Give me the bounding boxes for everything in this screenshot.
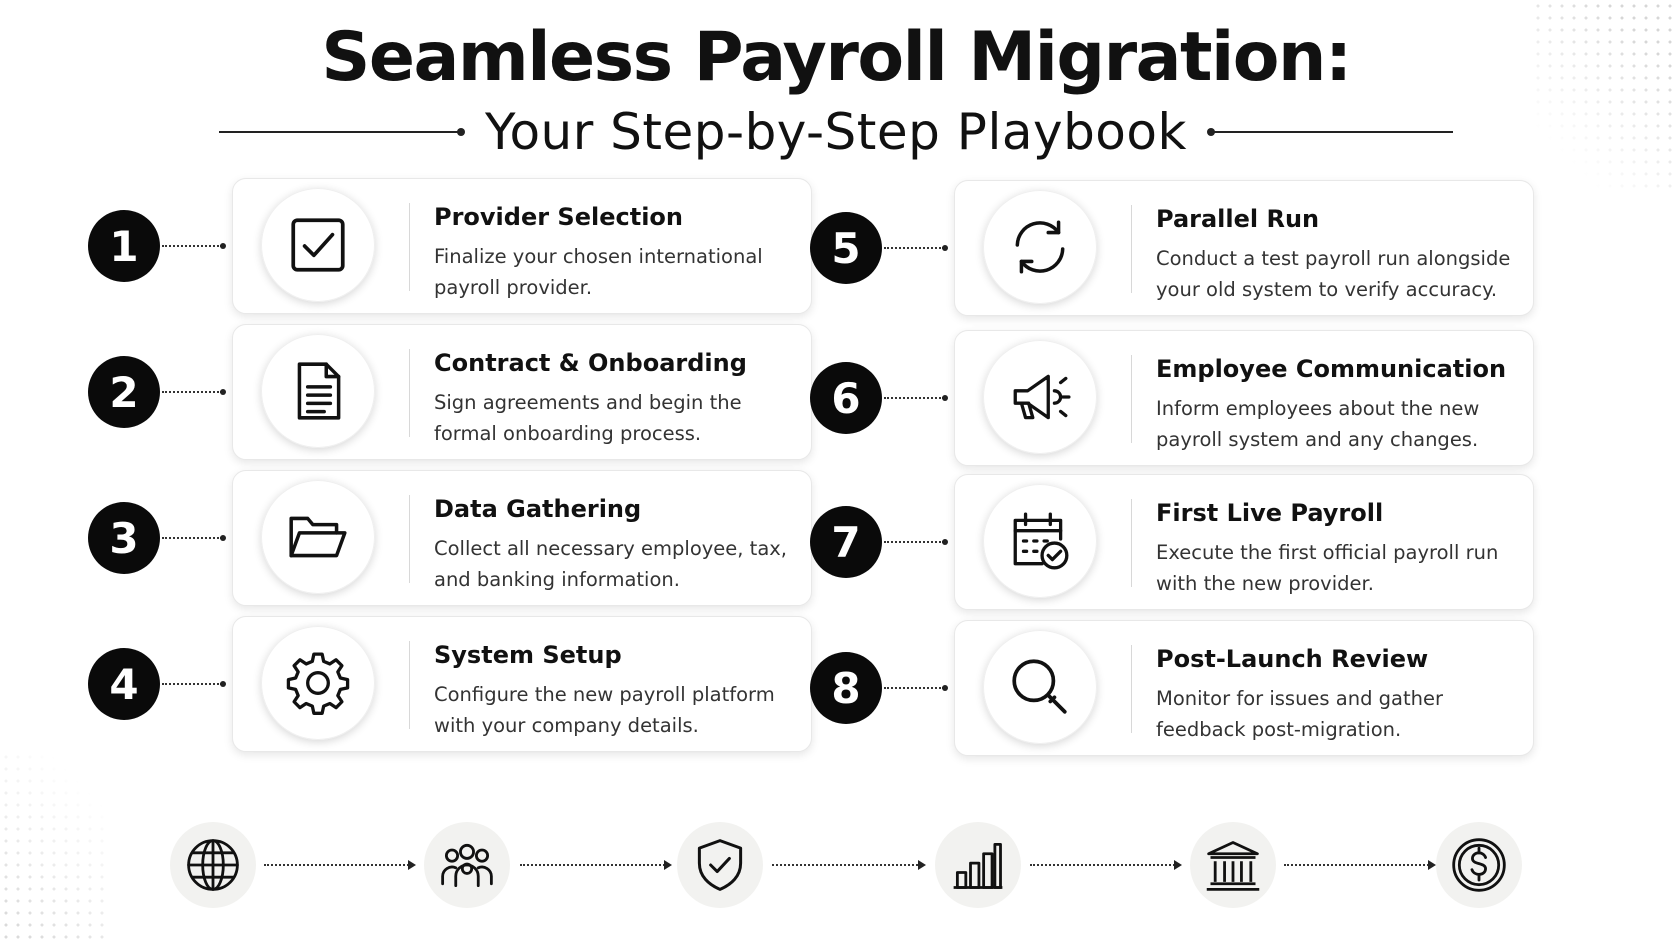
card-divider: [1131, 205, 1132, 293]
step-title: System Setup: [434, 641, 622, 669]
step-number-badge: 4: [88, 648, 160, 720]
step-card: [954, 180, 1534, 316]
step-connector: [162, 391, 222, 393]
step-connector: [884, 687, 944, 689]
step-connector: [884, 247, 944, 249]
document-icon: [261, 334, 375, 448]
step-card: [954, 330, 1534, 466]
step-connector: [162, 537, 222, 539]
step-connector: [884, 397, 944, 399]
page-subtitle: Your Step-by-Step Playbook: [485, 103, 1187, 161]
subtitle-rule-right: [1213, 131, 1453, 133]
step-connector: [884, 541, 944, 543]
flow-arrow: [520, 864, 668, 866]
megaphone-icon: [983, 340, 1097, 454]
folder-icon: [261, 480, 375, 594]
step-title: Employee Communication: [1156, 355, 1507, 383]
step-title: First Live Payroll: [1156, 499, 1384, 527]
subtitle-row: [0, 100, 1672, 164]
shield-check-icon: [677, 822, 763, 908]
card-divider: [409, 349, 410, 437]
step-description: Configure the new payroll platform with your company details.: [434, 683, 775, 737]
checkbox-icon: [261, 188, 375, 302]
flow-arrow: [1284, 864, 1432, 866]
step-title: Provider Selection: [434, 203, 683, 231]
step-card: [232, 616, 812, 752]
subtitle-rule-left: [219, 131, 459, 133]
magnifier-icon: [983, 630, 1097, 744]
step-number-badge: 5: [810, 212, 882, 284]
people-icon: [424, 822, 510, 908]
card-divider: [1131, 355, 1132, 443]
card-divider: [1131, 499, 1132, 587]
card-divider: [409, 641, 410, 729]
step-number-badge: 3: [88, 502, 160, 574]
flow-arrow: [264, 864, 412, 866]
flow-arrow: [1030, 864, 1178, 866]
step-title: Data Gathering: [434, 495, 642, 523]
step-description: Collect all necessary employee, tax, and banking information.: [434, 537, 788, 591]
sync-icon: [983, 190, 1097, 304]
bar-chart-icon: [935, 822, 1021, 908]
step-title: Parallel Run: [1156, 205, 1320, 233]
step-card: [232, 324, 812, 460]
step-title: Post-Launch Review: [1156, 645, 1429, 673]
gear-icon: [261, 626, 375, 740]
step-description: Sign agreements and begin the formal onboarding process.: [434, 391, 742, 445]
calendar-check-icon: [983, 484, 1097, 598]
step-description: Inform employees about the new payroll system and any changes.: [1156, 397, 1480, 451]
step-connector: [162, 245, 222, 247]
step-description: Conduct a test payroll run alongside your old system to verify accuracy.: [1156, 247, 1511, 301]
step-card: [954, 620, 1534, 756]
dollar-coin-icon: [1436, 822, 1522, 908]
step-description: Monitor for issues and gather feedback post-migration.: [1156, 687, 1444, 741]
decorative-dots-bottom-left: [0, 751, 110, 941]
globe-icon: [170, 822, 256, 908]
step-card: [232, 178, 812, 314]
step-card: [232, 470, 812, 606]
step-number-badge: 1: [88, 210, 160, 282]
step-number-badge: 2: [88, 356, 160, 428]
step-number-badge: 7: [810, 506, 882, 578]
card-divider: [409, 203, 410, 291]
card-divider: [409, 495, 410, 583]
card-divider: [1131, 645, 1132, 733]
step-connector: [162, 683, 222, 685]
step-card: [954, 474, 1534, 610]
step-description: Finalize your chosen international payroll provider.: [434, 245, 763, 299]
page-title: Seamless Payroll Migration:: [321, 18, 1351, 97]
step-number-badge: 6: [810, 362, 882, 434]
flow-arrow: [772, 864, 922, 866]
step-number-badge: 8: [810, 652, 882, 724]
step-description: Execute the first official payroll run with the new provider.: [1156, 541, 1499, 595]
step-title: Contract & Onboarding: [434, 349, 747, 377]
bank-icon: [1190, 822, 1276, 908]
